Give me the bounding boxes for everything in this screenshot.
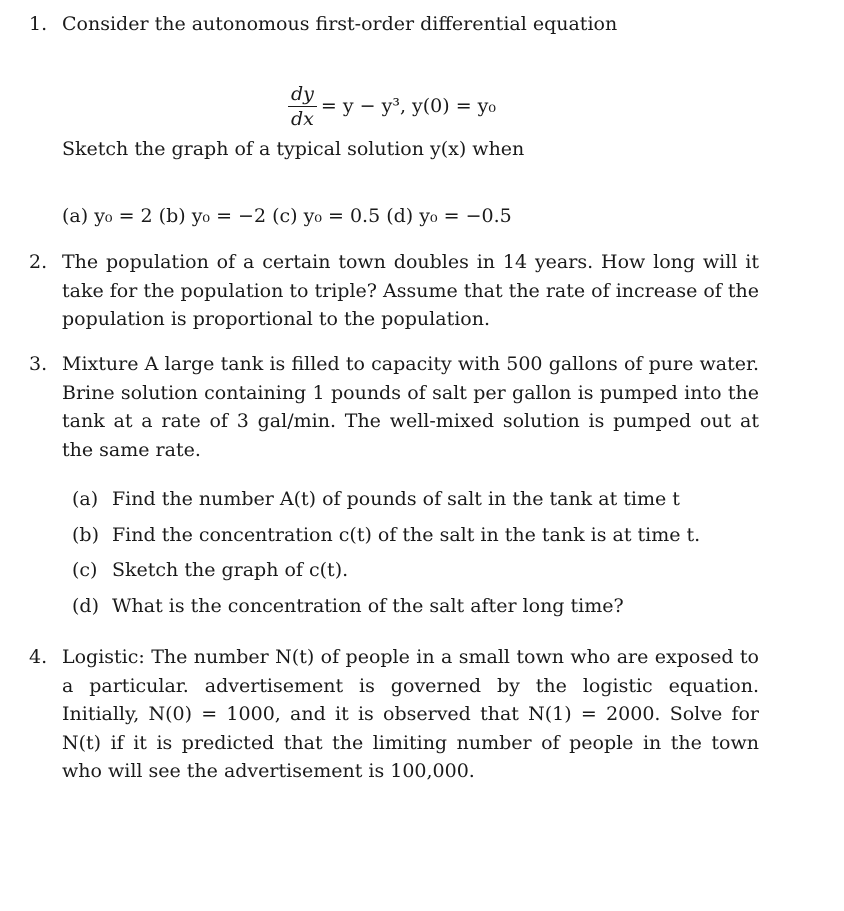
part-text: Sketch the graph of c(t). [112,559,349,581]
derivative-fraction [288,82,317,131]
part-c [72,556,348,585]
problem-number: 2. [29,251,48,273]
part-a [72,485,680,514]
part-d [72,592,624,621]
part-text: Find the number A(t) of pounds of salt in the tank at time t [112,488,680,510]
differential-equation [288,76,496,136]
equation-rhs: = y − y³, y(0) = y₀ [320,94,497,117]
part-b [72,521,700,550]
problem-number: 4. [29,646,48,668]
part-label: (a) [72,488,99,510]
problem-number: 3. [29,353,48,375]
initial-value-cases: (a) y₀ = 2 (b) y₀ = −2 (c) y₀ = 0.5 (d) y₀ = −0.5 [62,205,512,227]
fraction-numerator: dy [291,82,314,105]
problem-text: Logistic: The number N(t) of people in a small town who are exposed to a particular. advertisement is governed by the logistic equation. Initially, N(0) = 1000, and it is observed that N(1) = 2000. Solve for N(t) if it is predicted that the limiting number of people in the town who will see the advertisement is 100,000. [62,646,759,782]
part-label: (b) [72,524,99,546]
part-text: What is the concentration of the salt after long time? [112,595,624,617]
problem-text: Mixture A large tank is filled to capacity with 500 gallons of pure water. Brine solution containing 1 pounds of salt per gallon is pumped into the tank at a rate of 3 gal/min. The well-mixed solution is pumped out at the same rate. [62,353,759,461]
problem-intro: Consider the autonomous first-order differential equation [62,13,618,35]
problem-number: 1. [29,13,48,35]
fraction-denominator: dx [288,106,317,131]
part-label: (c) [72,559,98,581]
problem-text: The population of a certain town doubles in 14 years. How long will it take for the population to triple? Assume that the rate of increase of the population is proportional to the population. [62,251,759,330]
problem-instruction: Sketch the graph of a typical solution y(x) when [62,138,525,160]
part-label: (d) [72,595,99,617]
part-text: Find the concentration c(t) of the salt in the tank is at time t. [112,524,701,546]
